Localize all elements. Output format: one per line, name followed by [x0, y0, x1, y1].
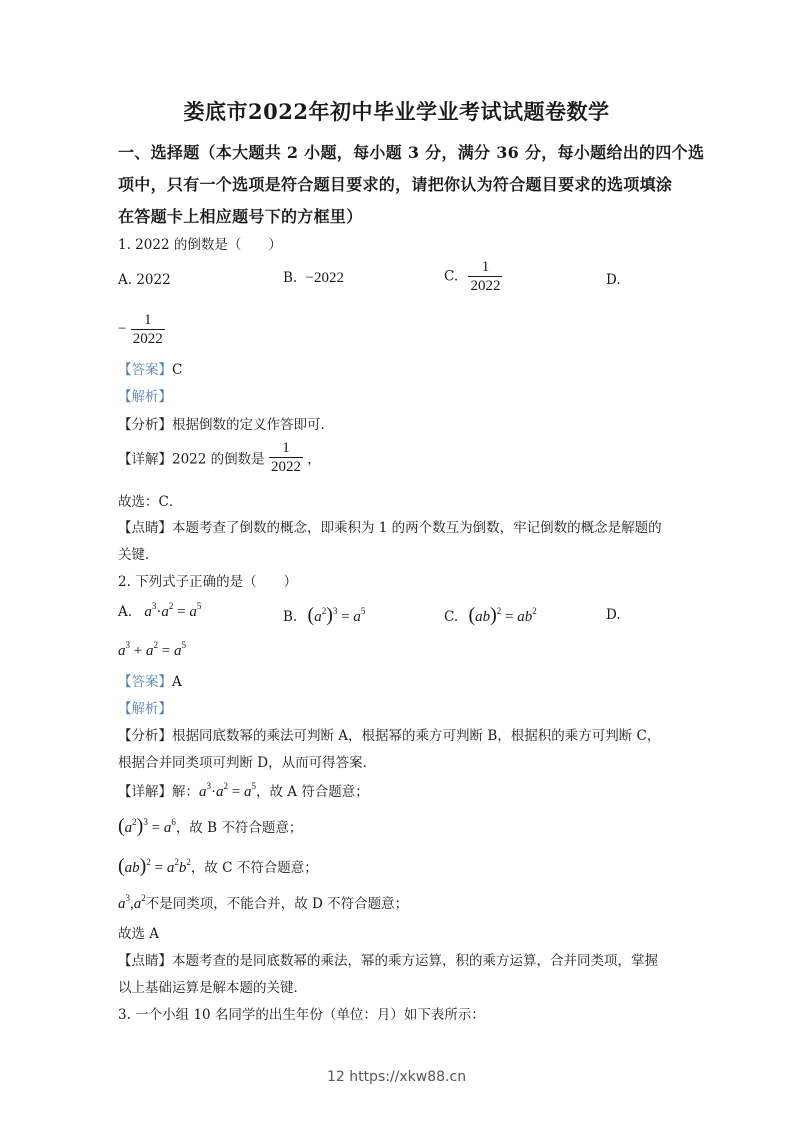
- xiangjie-prefix: 【详解】2022 的倒数是: [118, 451, 265, 468]
- q2-xiangjie-b: [118, 815, 302, 838]
- xiangjie-b-math: $(a^2)^3 = a^6$: [118, 815, 176, 837]
- q3-stem: 3. 一个小组 10 名同学的出生年份（单位：月）如下表所示：: [118, 1007, 485, 1023]
- q2-analysis-tag: 【解析】: [118, 701, 172, 717]
- q2-fenxi-line1: 【分析】根据同底数幂的乘法可判断 A，根据幂的乘方可判断 B，根据积的乘方可判断 C，: [118, 728, 661, 744]
- q1-fenxi: 【分析】根据倒数的定义作答即可．: [118, 417, 334, 433]
- xiangjie-d-math: $a^3,a^2$: [118, 893, 146, 912]
- xiangjie-c-math: $(ab)^2 = a^2b^2$: [118, 855, 191, 877]
- section-heading-line2: 项中，只有一个选项是符合题目要求的，请把你认为符合题目要求的选项填涂: [118, 175, 673, 194]
- q1-answer: [118, 358, 182, 378]
- fraction-numerator: 1: [481, 259, 490, 275]
- q1-option-b-value: −2022: [305, 270, 344, 286]
- q2-option-a-expr: $a^3\cdot a^2 = a^5$: [144, 601, 202, 620]
- xiangjie-suffix: ，: [307, 451, 321, 468]
- q2-option-d-math: $a^3 + a^2 = a^5$: [118, 640, 186, 659]
- fraction-denominator: 2022: [132, 331, 163, 347]
- q2-answer: [118, 670, 182, 690]
- fraction-denominator: 2022: [470, 278, 501, 294]
- q2-option-c: [444, 604, 537, 627]
- answer-value: A: [172, 674, 182, 690]
- q1-option-d-fraction: [131, 311, 165, 348]
- q2-option-d-expr: [118, 640, 186, 660]
- fraction-numerator: 1: [144, 312, 152, 328]
- xiangjie-c-suffix: ，故 C 不符合题意；: [190, 860, 318, 876]
- q2-xiangjie-d: [118, 892, 408, 913]
- section-heading-line3: 在答题卡上相应题号下的方框里）: [118, 207, 363, 226]
- q2-option-b: [283, 604, 365, 627]
- page-title: 娄底市2022年初中毕业学业考试试题卷数学: [183, 99, 610, 124]
- q2-option-b-label: B.: [283, 609, 298, 625]
- q1-xiangjie-fraction: [269, 439, 303, 476]
- q1-option-b: [283, 270, 344, 287]
- q2-xiangjie-c: [118, 855, 318, 878]
- xiangjie-a-math: $a^3\cdot a^2 = a^5$: [199, 781, 256, 800]
- page-footer: 12 https://xkw88.cn: [326, 1069, 467, 1085]
- answer-value: C: [172, 362, 183, 378]
- q1-dianjing-line2: 关键．: [118, 547, 159, 563]
- q1-analysis-tag: 【解析】: [118, 389, 172, 405]
- q2-option-c-label: C.: [444, 609, 459, 625]
- q2-dianjing-line2: 以上基础运算是解本题的关键．: [118, 980, 307, 996]
- q2-stem: 2. 下列式子正确的是（ ）: [118, 574, 298, 590]
- xiangjie-prefix: 【详解】解：: [118, 784, 199, 800]
- section-heading-line1: 一、选择题（本大题共 2 小题，每小题 3 分，满分 36 分，每小题给出的四个选: [118, 143, 705, 162]
- q1-option-c-fraction: [468, 258, 502, 295]
- fraction-numerator: 1: [282, 440, 290, 456]
- minus-sign: −: [118, 321, 127, 337]
- q2-option-b-expr: $(a^2)^3 = a^5$: [307, 604, 366, 626]
- q2-guxuan: 故选 A: [118, 926, 160, 942]
- q1-option-c-label: C.: [444, 268, 459, 285]
- q1-option-c: [444, 258, 502, 295]
- q2-option-d-label: D.: [606, 607, 621, 623]
- q1-option-d-value: [118, 311, 165, 348]
- q2-option-a: [118, 601, 202, 621]
- q2-option-c-expr: $(ab)^2 = ab^2$: [468, 604, 537, 626]
- q1-xiangjie: [118, 439, 321, 476]
- q1-option-a: A. 2022: [118, 272, 171, 288]
- q2-fenxi-line2: 根据合并同类项可判断 D，从而可得答案．: [118, 755, 377, 771]
- answer-tag: 【答案】: [118, 674, 172, 690]
- q1-option-d-label: D.: [606, 272, 621, 288]
- q2-option-a-label: A.: [118, 604, 133, 620]
- q1-dianjing-line1: 【点睛】本题考查了倒数的概念，即乘积为 1 的两个数互为倒数，牢记倒数的概念是解题的: [118, 520, 662, 536]
- xiangjie-b-suffix: ，故 B 不符合题意；: [175, 820, 303, 836]
- q1-guxuan: 故选：C．: [118, 494, 183, 510]
- q2-xiangjie-a: [118, 780, 369, 801]
- fraction-denominator: 2022: [270, 459, 301, 475]
- xiangjie-d-suffix: 不是同类项，不能合并，故 D 不符合题意；: [145, 896, 409, 912]
- q2-dianjing-line1: 【点睛】本题考查的是同底数幂的乘法，幂的乘方运算，积的乘方运算，合并同类项，掌握: [118, 953, 658, 969]
- q1-stem: 1. 2022 的倒数是（ ）: [118, 237, 282, 253]
- answer-tag: 【答案】: [118, 362, 172, 378]
- xiangjie-a-suffix: ，故 A 符合题意；: [255, 784, 369, 800]
- q1-option-b-label: B.: [283, 270, 298, 286]
